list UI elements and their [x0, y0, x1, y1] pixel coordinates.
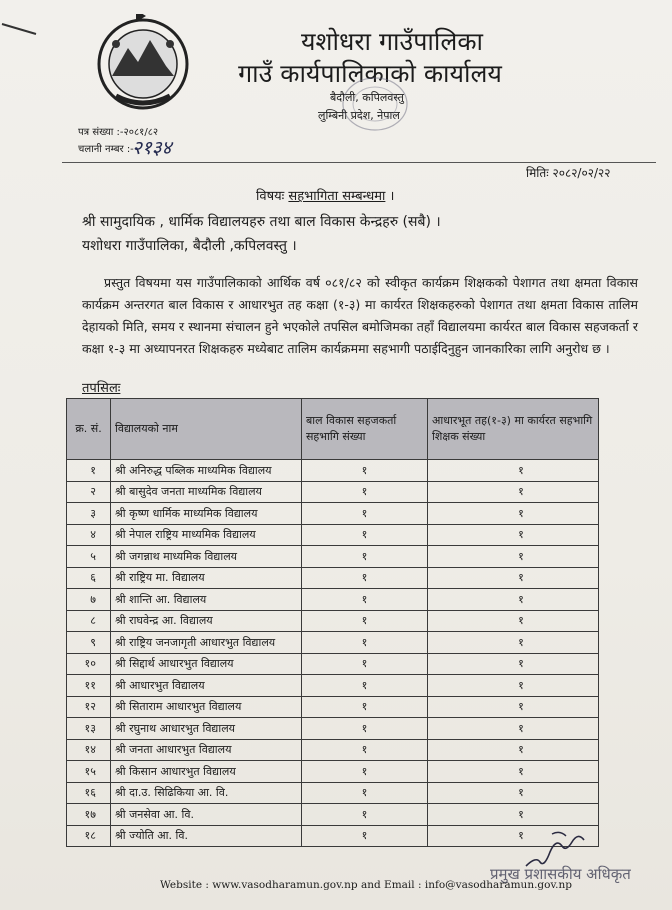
- basic-count-cell: १: [428, 481, 599, 503]
- subject-text: सहभागिता सम्बन्धमा: [288, 189, 386, 204]
- table-row: [67, 761, 599, 783]
- office-stamp: [340, 74, 410, 134]
- basic-count-cell: १: [428, 524, 599, 546]
- school-name-cell: श्री किसान आधारभुत विद्यालय: [111, 761, 302, 783]
- ecd-count-cell: १: [302, 632, 428, 654]
- serial-cell: १८: [67, 825, 111, 847]
- municipality-name: यशोधरा गाउँपालिका: [300, 27, 484, 56]
- ecd-count-cell: १: [302, 696, 428, 718]
- pen-mark: [0, 20, 40, 40]
- ecd-count-cell: १: [302, 460, 428, 482]
- recipient-line-1: श्री सामुदायिक , धार्मिक विद्यालयहरु तथा बाल विकास केन्द्रहरु (सबै) ।: [82, 214, 441, 230]
- table-row: [67, 546, 599, 568]
- school-name-cell: श्री सिताराम आधारभुत विद्यालय: [111, 696, 302, 718]
- serial-cell: १: [67, 460, 111, 482]
- basic-count-cell: १: [428, 804, 599, 826]
- table-row: [67, 739, 599, 761]
- office-name: गाउँ कार्यपालिकाको कार्यालय: [238, 59, 502, 88]
- basic-count-cell: १: [428, 632, 599, 654]
- office-location: बैदौली, कपिलवस्तु: [330, 91, 404, 104]
- table-row: [67, 567, 599, 589]
- table-row: [67, 503, 599, 525]
- col-ecd-facilitators: बाल विकास सहजकर्ता सहभागि संख्या: [302, 399, 428, 460]
- subject-label: विषयः: [256, 189, 289, 204]
- school-name-cell: श्री सिद्दार्थ आधारभुत विद्यालय: [111, 653, 302, 675]
- serial-cell: ४: [67, 524, 111, 546]
- table-row: [67, 675, 599, 697]
- ecd-count-cell: १: [302, 524, 428, 546]
- school-name-cell: श्री आधारभुत विद्यालय: [111, 675, 302, 697]
- basic-count-cell: १: [428, 567, 599, 589]
- footer-contact: Website : www.vasodharamun.gov.np and Email : info@vasodharamun.gov.np: [160, 879, 572, 891]
- serial-cell: ८: [67, 610, 111, 632]
- letter-number-label: पत्र संख्या :-: [78, 127, 124, 138]
- serial-cell: ६: [67, 567, 111, 589]
- table-row: [67, 653, 599, 675]
- basic-count-cell: १: [428, 589, 599, 611]
- table-row: [67, 481, 599, 503]
- basic-count-cell: १: [428, 825, 599, 847]
- letter-date: मितिः २०८२/०२/२२: [526, 166, 611, 180]
- school-name-cell: श्री राष्ट्रिय मा. विद्यालय: [111, 567, 302, 589]
- basic-count-cell: १: [428, 503, 599, 525]
- header-divider: [62, 162, 656, 163]
- subject-end: ।: [385, 189, 395, 204]
- basic-count-cell: १: [428, 460, 599, 482]
- school-name-cell: श्री अनिरुद्ध पब्लिक माध्यमिक विद्यालय: [111, 460, 302, 482]
- participants-table: [66, 398, 599, 847]
- school-name-cell: श्री दा.उ. सिढिकिया आ. वि.: [111, 782, 302, 804]
- basic-count-cell: १: [428, 653, 599, 675]
- school-name-cell: श्री नेपाल राष्ट्रिय माध्यमिक विद्यालय: [111, 524, 302, 546]
- ecd-count-cell: १: [302, 589, 428, 611]
- serial-cell: १५: [67, 761, 111, 783]
- ecd-count-cell: १: [302, 761, 428, 783]
- basic-count-cell: १: [428, 739, 599, 761]
- serial-cell: १४: [67, 739, 111, 761]
- school-name-cell: श्री रघुनाथ आधारभुत विद्यालय: [111, 718, 302, 740]
- basic-count-cell: १: [428, 761, 599, 783]
- col-basic-teachers: आधारभूत तह(१-३) मा कार्यरत सहभागि शिक्षक संख्या: [428, 399, 599, 460]
- dispatch-number-value: २१३४: [132, 137, 172, 159]
- ecd-count-cell: १: [302, 653, 428, 675]
- col-serial: क्र. सं.: [67, 399, 111, 460]
- ecd-count-cell: १: [302, 546, 428, 568]
- serial-cell: २: [67, 481, 111, 503]
- municipality-emblem-icon: [96, 14, 190, 114]
- serial-cell: ७: [67, 589, 111, 611]
- school-name-cell: श्री राघवेन्द्र आ. विद्यालय: [111, 610, 302, 632]
- table-row: [67, 589, 599, 611]
- dispatch-number-label: चलानी नम्बर :-: [78, 144, 134, 155]
- basic-count-cell: १: [428, 696, 599, 718]
- serial-cell: १६: [67, 782, 111, 804]
- school-name-cell: श्री राष्ट्रिय जनजागृती आधारभुत विद्यालय: [111, 632, 302, 654]
- table-row: [67, 610, 599, 632]
- letter-body: प्रस्तुत विषयमा यस गाउँपालिकाको आर्थिक वर्ष ०८१/८२ को स्वीकृत कार्यक्रम शिक्षकको पेशागत तथा क्षमता विकास कार्यक्रम अन्तरगत बाल विकास र आधारभुत तह कक्षा (१-३) मा कार्यरत शिक्षकहरुको पेशागत तथा क्षमता विकास तालिम देहायको मिति, समय र स्थानमा संचालन हुने भएकोले तपसिल बमोजिमका तहाँ विद्यालयमा कार्यरत बाल विकास सहजकर्ता र कक्षा १-३ मा अध्यापनरत शिक्षकहरु मध्येबाट तालिम कार्यक्रममा सहभागी पठाईदिनुहुन जानकारिका लागि अनुरोध छ ।: [82, 275, 638, 356]
- ecd-count-cell: १: [302, 503, 428, 525]
- school-name-cell: श्री जनसेवा आ. वि.: [111, 804, 302, 826]
- ecd-count-cell: १: [302, 481, 428, 503]
- table-row: [67, 782, 599, 804]
- basic-count-cell: १: [428, 675, 599, 697]
- col-school-name: विद्यालयको नाम: [111, 399, 302, 460]
- office-province: लुम्बिनी प्रदेश, नेपाल: [318, 109, 400, 122]
- table-row: [67, 825, 599, 847]
- school-name-cell: श्री शान्ति आ. विद्यालय: [111, 589, 302, 611]
- basic-count-cell: १: [428, 782, 599, 804]
- serial-cell: १३: [67, 718, 111, 740]
- table-row: [67, 696, 599, 718]
- table-row: [67, 460, 599, 482]
- serial-cell: ५: [67, 546, 111, 568]
- school-name-cell: श्री बासुदेव जनता माध्यमिक विद्यालय: [111, 481, 302, 503]
- ecd-count-cell: १: [302, 718, 428, 740]
- details-heading: तपसिलः: [82, 381, 121, 396]
- table-row: [67, 804, 599, 826]
- authority-title: प्रमुख प्रशासकीय अधिकृत: [490, 865, 631, 883]
- basic-count-cell: १: [428, 718, 599, 740]
- basic-count-cell: १: [428, 610, 599, 632]
- recipient-line-2: यशोधरा गाउँपालिका, बैदौली ,कपिलवस्तु ।: [82, 238, 297, 254]
- table-row: [67, 632, 599, 654]
- ecd-count-cell: १: [302, 675, 428, 697]
- serial-cell: ११: [67, 675, 111, 697]
- school-name-cell: श्री जगन्नाथ माध्यमिक विद्यालय: [111, 546, 302, 568]
- ecd-count-cell: १: [302, 610, 428, 632]
- ecd-count-cell: १: [302, 825, 428, 847]
- table-row: [67, 524, 599, 546]
- school-name-cell: श्री जनता आधारभुत विद्यालय: [111, 739, 302, 761]
- serial-cell: १०: [67, 653, 111, 675]
- ecd-count-cell: १: [302, 567, 428, 589]
- subject-line: [256, 186, 394, 204]
- serial-cell: १२: [67, 696, 111, 718]
- serial-cell: ९: [67, 632, 111, 654]
- letter-number-value: २०८१/८२: [123, 127, 159, 138]
- school-name-cell: श्री कृष्ण धार्मिक माध्यमिक विद्यालय: [111, 503, 302, 525]
- ecd-count-cell: १: [302, 804, 428, 826]
- ecd-count-cell: १: [302, 782, 428, 804]
- serial-cell: ३: [67, 503, 111, 525]
- basic-count-cell: १: [428, 546, 599, 568]
- ecd-count-cell: १: [302, 739, 428, 761]
- table-row: [67, 718, 599, 740]
- serial-cell: १७: [67, 804, 111, 826]
- school-name-cell: श्री ज्योति आ. वि.: [111, 825, 302, 847]
